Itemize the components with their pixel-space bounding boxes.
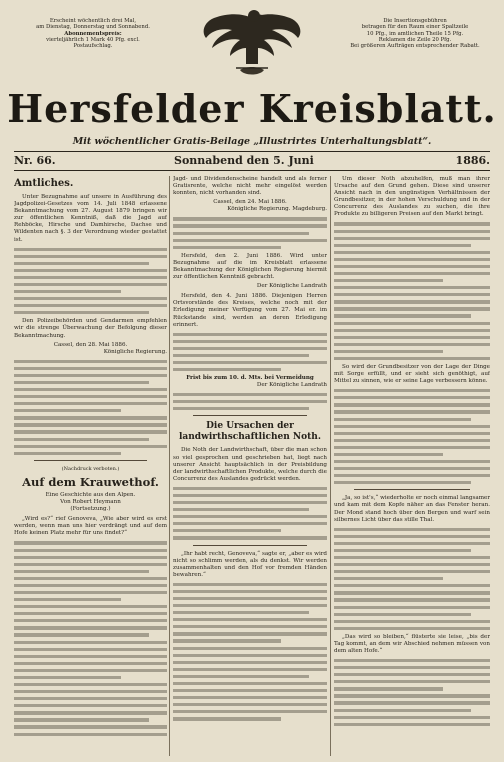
body-text-block — [334, 222, 490, 360]
reprint-notice: (Nachdruck verboten.) — [61, 465, 120, 472]
body-text-block — [173, 333, 327, 372]
signer: Königliche Regierung. — [103, 348, 167, 355]
deadline-notice: Frist bis zum 10. d. Mts. bei Vermeidung — [186, 375, 314, 382]
column-left — [14, 176, 167, 756]
header-right-line: Bei größeren Aufträgen entsprechender Rabatt. — [350, 43, 480, 50]
article-title: Die Ursachen der landwirthschaftlichen Noth. — [179, 421, 321, 443]
masthead-subtitle: Mit wöchentlicher Gratis-Beilage „Illustrirtes Unterhaltungsblatt“. — [72, 136, 432, 147]
official-paragraph: Den Polizeibehörden und Gendarmen empfehlen wir die strenge Überwachung der Befolgung dieser Bekanntmachung. — [14, 318, 167, 339]
column-right — [334, 176, 490, 756]
section-divider — [193, 415, 307, 416]
body-text-block — [14, 248, 167, 315]
official-paragraph: Unter Bezugnahme auf unsere in Ausführung des Jagdpolizei-Gesetzes vom 14. Juli 1848 erlassene Bekanntmachung vom 27. August 1879 bringen wir zur öffentlichen Kenntniß, daß die Jagd auf Rehböcke, Hirsche und Damhirsche, Dachse und Wildenten nach §. 3 der Verordnung wieder gestattet ist. — [14, 194, 167, 243]
body-text-block — [14, 541, 167, 735]
eagle-emblem-icon — [200, 4, 304, 82]
column-divider — [330, 176, 331, 756]
body-text-block — [173, 583, 327, 721]
header-left-line: Erscheint wöchentlich drei Mal, — [49, 18, 137, 24]
header-rule-bottom — [14, 170, 490, 171]
header-right-line: Die Insertionsgebühren — [383, 18, 447, 24]
office-signature: Der Königliche Landrath — [256, 283, 327, 290]
serial-novel-subtitle: Eine Geschichte aus den Alpen. — [45, 491, 136, 498]
office-signature: Der Königliche Landrath — [256, 382, 327, 389]
article-paragraph: Die Noth der Landwirthschaft, über die man schon so viel gesprochen und geschrieben hat, liegt nach unserer Ansicht hauptsächlich in der Preisbildung der landwirthschaftlichen Produkte, welche durch die Concurrenz des Auslandes gedrückt werden. — [173, 447, 327, 482]
body-text-block — [334, 659, 490, 726]
body-text-block — [173, 393, 327, 410]
novel-paragraph: „Ja, so ist's,“ wiederholte er noch einmal langsamer und kam mit dem Kopfe näher an das Fenster heran. Der Mond stand hoch über den Bergen und warf sein silbernes Licht über das stille Thal. — [334, 495, 490, 523]
official-paragraph: Hersfeld, den 4. Juni 1886. Diejenigen Herren Ortsvorstände des Kreises, welche noch mit der Erledigung meiner Verfügung vom 27. Mai er. im Rückstande sind, werden an deren Erledigung erinnert. — [173, 293, 327, 328]
article-paragraph: So wird der Grundbesitzer von der Lage der Dinge mit Sorge erfüllt, und er sieht sich genöthigt, auf Mittel zu sinnen, wie er seine Lage verbessern könne. — [334, 364, 490, 385]
serial-novel-title: Auf dem Krauwethof. — [22, 474, 159, 489]
novel-paragraph: „Wird es?“ rief Genoveva, „Wie aber wird es erst werden, wenn man uns hier verdrängt und auf dem Hofe keinen Platz mehr für uns findet?“ — [14, 516, 167, 537]
header-left-line: Abonnementspreis: — [64, 30, 122, 37]
column-middle — [173, 176, 327, 756]
novel-paragraph: „Ihr habt recht, Genoveva,“ sagte er, „aber es wird nicht so schlimm werden, als du denkst. Wir werden zusammenhalten und den Hof vor fremden Händen bewahren.“ — [173, 550, 327, 578]
body-text-block — [173, 487, 327, 540]
official-paragraph: Hersfeld, den 2. Juni 1886. Wird unter Bezugnahme auf die im Kreisblatt erlassene Bekanntmachung der Königlichen Regierung hiermit zur öffentlichen Kenntniß gebracht. — [173, 252, 327, 281]
header-left-line: Postaufschlag. — [73, 43, 113, 50]
insertion-rates — [340, 18, 490, 49]
place-date: Cassel, den 24. Mai 1886. — [213, 199, 287, 206]
signer: Königliche Regierung. Magdeburg. — [227, 206, 327, 213]
body-text-block — [173, 217, 327, 249]
subscription-info — [18, 18, 168, 49]
issue-year: 1886. — [455, 154, 490, 167]
section-divider — [354, 489, 470, 490]
article-paragraph: Um dieser Noth abzuhelfen, muß man ihrer Ursache auf den Grund gehen. Diese sind unserer Ansicht nach in den ungünstigen Verhältnissen der Grundbesitzer, in der hohen Verschuldung und in der Concurrenz des Auslandes zu suchen, die ihre Produkte zu billigeren Preisen auf den Markt bringt. — [334, 176, 490, 218]
novel-paragraph: „Das wird so bleiben,“ flüsterte sie leise, „bis der Tag kommt, an dem wir Abschied nehmen müssen von dem alten Hofe.“ — [334, 633, 490, 655]
header-right-line: 10 Pfg., im amtlichen Theile 15 Pfg. — [366, 30, 464, 37]
issue-date: Sonnabend den 5. Juni — [174, 154, 314, 167]
header-right-line: Reklamen die Zeile 20 Pfg. — [378, 36, 452, 43]
issue-number: Nr. 66. — [14, 154, 56, 167]
header-left-line: am Dienstag, Donnerstag und Sonnabend. — [36, 24, 150, 31]
header-left-line: vierteljährlich 1 Mark 40 Pfg. excl. — [46, 36, 140, 43]
column-divider — [169, 176, 170, 756]
body-text-block — [334, 528, 490, 630]
section-divider — [193, 545, 307, 546]
body-text-block — [334, 389, 490, 484]
newspaper-masthead: Hersfelder Kreisblatt. — [7, 86, 497, 131]
official-paragraph: Jagd- und Dividendenscheine handelt und als ferner Gratisrente, welche nicht mehr eingelöst werden konnten, nicht vorhanden sind. — [173, 176, 327, 197]
issue-line — [14, 152, 490, 170]
section-divider — [34, 460, 147, 461]
serial-novel-continuation: (Fortsetzung.) — [70, 506, 111, 513]
body-text-block — [14, 360, 167, 455]
section-heading-official: Amtliches. — [14, 178, 74, 189]
serial-novel-author: Von Robert Heymann — [60, 499, 121, 506]
place-date: Cassel, den 28. Mai 1886. — [53, 341, 128, 348]
header-right-line: betragen für den Raum einer Spaltzeile — [361, 24, 469, 31]
